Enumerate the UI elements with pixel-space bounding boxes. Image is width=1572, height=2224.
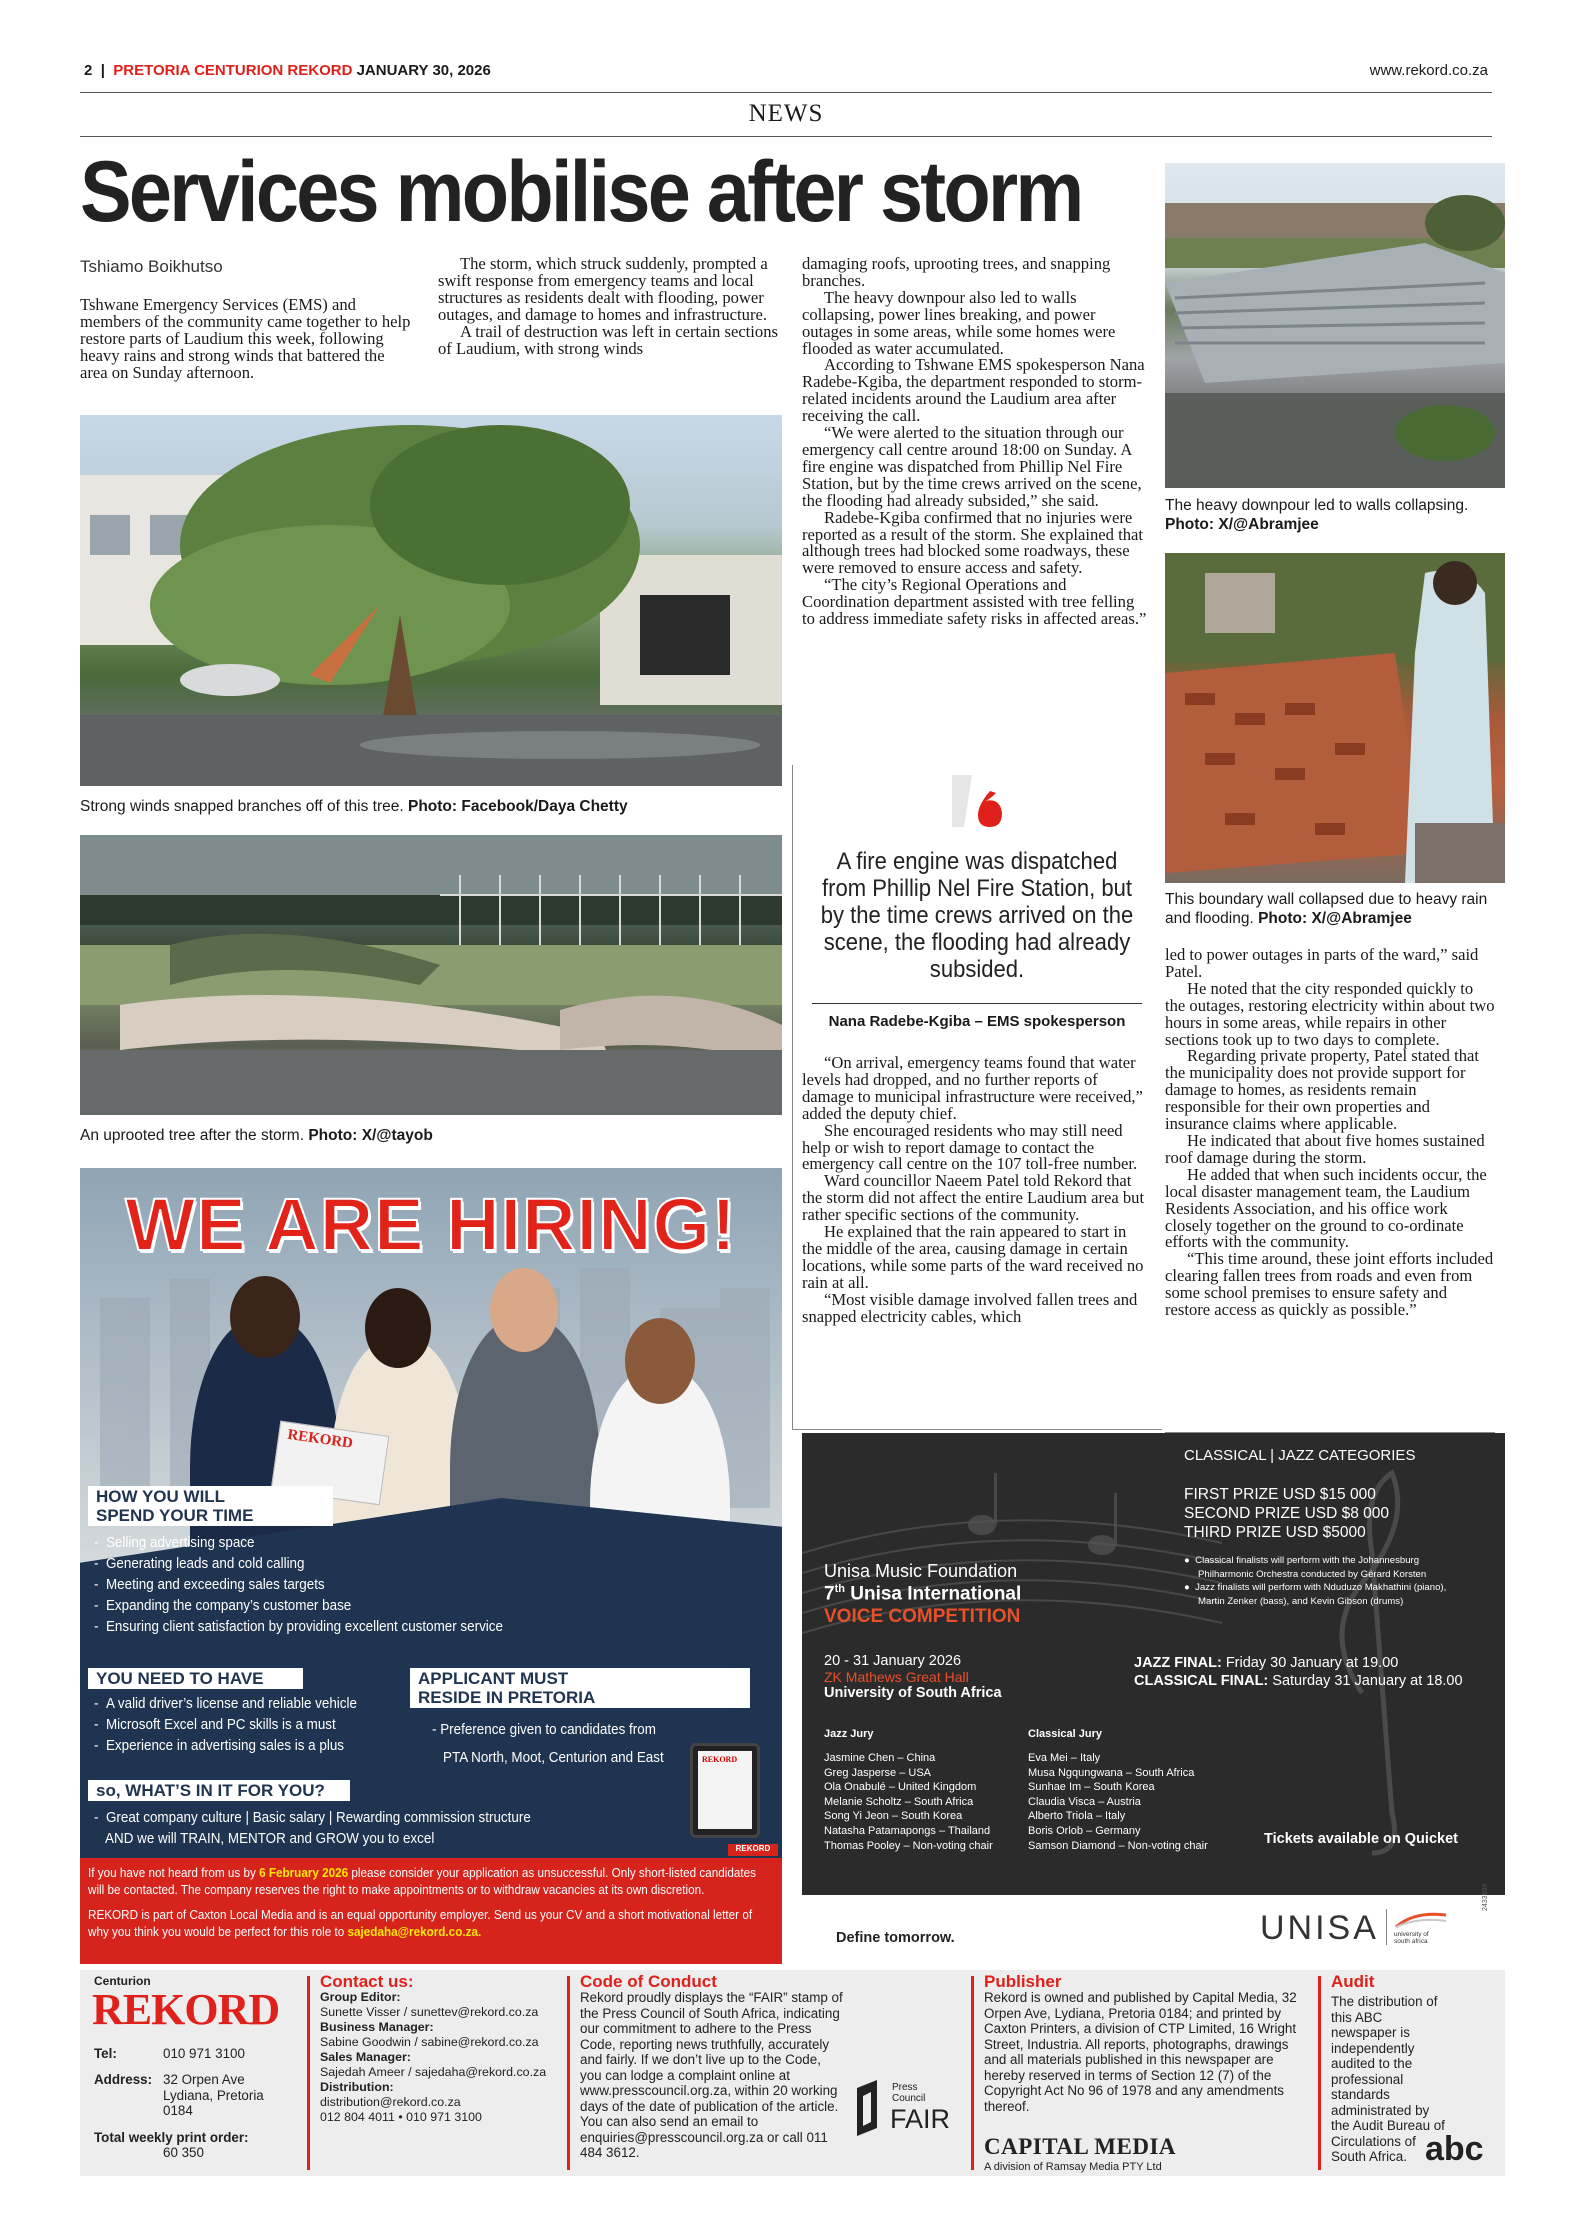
deadline-notice: If you have not heard from us by 6 February 2026 please consider your application as unsuccessful. Only short-listed candidates will be contacted. The company reserves the right to make appointments or to withdraw vacancies at its own discretion. xyxy=(88,1865,757,1897)
footer-divider xyxy=(1318,1976,1321,2170)
contact-title: Contact us: xyxy=(320,1972,414,1991)
list-item: - Experience in advertising sales is a plus xyxy=(94,1738,345,1754)
photo-credit: Photo: X/@tayob xyxy=(308,1127,433,1144)
paragraph: He noted that the city responded quickly to the outages, restoring electricity within about two hours in some areas, while repairs in other sections took up to two days to complete. xyxy=(1165,978,1495,1049)
unisa-advertisement[interactable] xyxy=(802,1433,1505,1963)
photo-collapsed-roof-illustration xyxy=(1165,163,1505,488)
paragraph: The storm, which struck suddenly, prompted a swift response from emergency teams and local structures as residents dealt with flooding, power outages, and damage to homes and infrastructure. xyxy=(438,254,768,324)
need-heading: YOU NEED TO HAVE xyxy=(88,1668,303,1689)
tickets-info[interactable]: Tickets available on Quicket xyxy=(1264,1831,1458,1847)
quote-mark-icon xyxy=(950,771,1008,831)
spend-time-list xyxy=(94,1533,503,1638)
application-instructions: REKORD is part of Caxton Local Media and is an equal opportunity employer. Send us your CV and a short motivational letter of why you think you would be perfect for this role to sajedaha@rekord.co.za. xyxy=(88,1907,753,1939)
finalist-notes: ● Classical finalists will perform with the Johannesburg Philharmonic Orchestra conducted by Gérard Korsten ● Jazz finalists will perform with Nduduzo Makhathini (piano), Martin Zenker (bass), and Kevin Gibson (drums) xyxy=(1184,1555,1447,1607)
paragraph: “This time around, these joint efforts included clearing fallen trees from roads and even from some school premises to ensure safety and restore access as quickly as possible.” xyxy=(1165,1249,1494,1320)
publisher-title: Publisher xyxy=(984,1972,1062,1991)
audit-text: The distribution of this ABC newspaper is independently audited to the professional standards administrated by the Audit Bureau of Circulations of South Africa. xyxy=(1331,1994,1445,2164)
list-item: Boris Orlob – Germany xyxy=(1028,1824,1141,1837)
competition-subtitle: VOICE COMPETITION xyxy=(824,1606,1021,1627)
list-item: - Meeting and exceeding sales targets xyxy=(94,1577,325,1593)
paragraph: “Most visible damage involved fallen trees and snapped electricity cables, which xyxy=(802,1289,1138,1326)
code-text: Rekord proudly displays the “FAIR” stamp of the Press Council of South Africa, indicating our commitment to adhere to the Press Code, reporting news truthfully, accurately and fairly. If we don’t live up to the Code, you can lodge a complaint online at www.presscouncil.org.za, within 20 working days of the date of publication of the article. You can also send an email to enquiries@presscouncil.org.za or call 011 484 3612. xyxy=(580,1990,843,2160)
list-item: Samson Diamond – Non-voting chair xyxy=(1028,1839,1208,1852)
paragraph: Radebe-Kgiba confirmed that no injuries were reported as a result of the storm. She explained that although trees had blocked some roadways, these were removed to ensure access and safety. xyxy=(802,507,1143,578)
footer-divider xyxy=(971,1976,974,2170)
classical-jury-title: Classical Jury xyxy=(1028,1728,1102,1740)
list-item: Eva Mei – Italy xyxy=(1028,1752,1101,1764)
photo-uprooted-tree-illustration xyxy=(80,835,782,1115)
hiring-title: WE ARE HIRING! xyxy=(125,1183,737,1266)
list-item: Thomas Pooley – Non-voting chair xyxy=(824,1839,993,1852)
reside-list xyxy=(432,1716,664,1772)
rekord-logo: REKORD xyxy=(92,1985,280,2034)
issue-date: JANUARY 30, 2026 xyxy=(356,62,491,79)
article-column-2 xyxy=(438,256,784,357)
person-head xyxy=(625,1318,695,1404)
photo-collapsed-wall-illustration xyxy=(1165,553,1505,883)
photo-uprooted-tree xyxy=(80,835,782,1115)
paragraph: According to Tshwane EMS spokesperson Nana Radebe-Kgiba, the department responded to storm-related incidents around the Laudium area after receiving the call. xyxy=(802,355,1145,426)
brand-subtitle: Centurion xyxy=(94,1974,151,1988)
unisa-logo-subtitle: university of south africa xyxy=(1394,1931,1429,1945)
prize-third: THIRD PRIZE USD $5000 xyxy=(1184,1524,1366,1541)
website-link[interactable]: www.rekord.co.za xyxy=(1369,62,1488,79)
list-item: Musa Ngqungwana – South Africa xyxy=(1028,1766,1195,1779)
press-council-icon xyxy=(855,2078,885,2138)
tagline: Define tomorrow. xyxy=(836,1930,955,1946)
group-editor-email[interactable]: Sunette Visser / sunettev@rekord.co.za xyxy=(320,2005,539,2019)
paragraph: Ward councillor Naeem Patel told Rekord that the storm did not affect the entire Laudium area but rather specific sections of the community. xyxy=(802,1171,1145,1225)
list-item: PTA North, Moot, Centurion and East xyxy=(443,1750,664,1766)
spend-time-heading: HOW YOU WILL SPEND YOUR TIME xyxy=(88,1486,333,1526)
unisa-footer-band xyxy=(802,1883,1505,1963)
caption-tree: Strong winds snapped branches off of this tree. Photo: Facebook/Daya Chetty xyxy=(80,798,628,815)
paragraph: Tshwane Emergency Services (EMS) and members of the community came together to help restore parts of Laudium this week, following heavy rains and strong winds that battered the area on Sunday afternoon. xyxy=(80,295,411,382)
capital-media-subtitle: A division of Ramsay Media PTY Ltd xyxy=(984,2161,1162,2173)
list-item: Ola Onabulé – United Kingdom xyxy=(824,1781,977,1794)
photo-broken-tree-illustration xyxy=(80,415,782,786)
footer-divider xyxy=(567,1976,570,2170)
photo-broken-tree xyxy=(80,415,782,786)
photo-collapsed-wall xyxy=(1165,553,1505,883)
list-item: - Expanding the company’s customer base xyxy=(94,1598,352,1614)
section-label: NEWS xyxy=(748,100,824,127)
paragraph: “The city’s Regional Operations and Coordination department assisted with tree felling to address immediate safety risks in affected areas.” xyxy=(802,575,1147,629)
caption-uprooted: An uprooted tree after the storm. Photo: X/@tayob xyxy=(80,1127,433,1144)
masthead-footer: Centurion REKORD Tel: 010 971 3100 Address: 32 Orpen Ave Lydiana, Pretoria 0184 Total weekly print order: 60 350 Contact us: Group Editor: Sunette Visser / sunettev@rekord.co.za Business Manager: Sabine Goodwin / sabine@rekord.co.za Sales Manager: Sajedah Ameer / sajedaha@rekord.co.za Distribution: distribution@rekord.co.za 012 804 4011 • 010 971 3100 Code of Conduct Rekord proudly displays the “FAIR” stamp of the Press Council of South Africa, indicating our commitment to adhere to the Press Code, reporting news truthfully, accurately and fairly. If we don’t live up to the Code, you can lodge a complaint online at www.presscouncil.org.za, within 20 working days of the date of publication of the article. You can also send an email to enquiries@presscouncil.org.za or call 011 484 3612. Press Council FAIR Publisher Rekord is owned and published by Capital Media, 32 Orpen Ave, Lydiana, Pretoria 0184; and printed by Caxton Printers, a division of CTP Limited, 16 Wright Street, Industria. All reports, photographs, drawings and all materials published in this newspaper are hereby reserved in terms of Section 12 (7) of the Copyright Act No 96 of 1978 and any amendments thereof. CAPITAL MEDIA A division of Ramsay Media PTY Ltd Audit The distribution of this ABC newspaper is independently audited to the professional standards administrated by the Audit Bureau of Circulations of South Africa. abc xyxy=(80,1970,1505,2176)
application-email[interactable]: sajedaha@rekord.co.za. xyxy=(347,1924,482,1939)
categories-label: CLASSICAL | JAZZ CATEGORIES xyxy=(1184,1447,1416,1464)
hiring-advertisement[interactable] xyxy=(80,1168,782,1964)
paragraph: led to power outages in parts of the ward,” said Patel. xyxy=(1165,945,1479,981)
list-item: - Preference given to candidates from xyxy=(432,1722,656,1738)
photo-credit: Photo: Facebook/Daya Chetty xyxy=(408,798,628,815)
distribution-phone: 012 804 4011 • 010 971 3100 xyxy=(320,2110,482,2124)
headline: Services mobilise after storm xyxy=(80,144,1082,240)
sales-manager-email[interactable]: Sajedah Ameer / sajedaha@rekord.co.za xyxy=(320,2065,547,2079)
distribution-email[interactable]: distribution@rekord.co.za xyxy=(320,2095,461,2109)
tablet-image: REKORD xyxy=(690,1743,760,1838)
page-header: 2 | PRETORIA CENTURION REKORD JANUARY 30, 2026 xyxy=(84,62,491,79)
prize-second: SECOND PRIZE USD $8 000 xyxy=(1184,1505,1390,1522)
list-item: Alberto Triola – Italy xyxy=(1028,1810,1126,1823)
publisher-text: Rekord is owned and published by Capital Media, 32 Orpen Ave, Lydiana, Pretoria 0184; and printed by Caxton Printers, a division of CTP Limited, 16 Wright Street, Industria. All reports, photographs, drawings and all materials published in this newspaper are hereby reserved in terms of Section 12 (7) of the Copyright Act No 96 of 1978 and any amendments thereof. xyxy=(984,1990,1297,2114)
ad-reference: 2433609 xyxy=(1482,1883,1489,1911)
foundation-name: Unisa Music Foundation xyxy=(824,1561,1018,1581)
paragraph: She encouraged residents who may still need help or wish to report damage to contact the emergency call centre on the 107 toll-free number. xyxy=(802,1120,1138,1174)
prize-first: FIRST PRIZE USD $15 000 xyxy=(1184,1486,1376,1503)
pullquote-rule xyxy=(812,1003,1142,1004)
need-list xyxy=(94,1694,357,1757)
photo-collapsed-roof xyxy=(1165,163,1505,488)
address: Address: xyxy=(94,2072,153,2087)
list-item: Jasmine Chen – China xyxy=(824,1752,936,1764)
list-item: - Microsoft Excel and PC skills is a must xyxy=(94,1717,336,1733)
person-head xyxy=(490,1268,558,1352)
competition-title: 7th Unisa International xyxy=(824,1583,1022,1605)
list-item: Song Yi Jeon – South Korea xyxy=(824,1810,963,1823)
jazz-jury-title: Jazz Jury xyxy=(824,1728,874,1740)
article-column-4 xyxy=(1165,947,1495,1319)
publication-name: PRETORIA CENTURION REKORD xyxy=(113,62,353,79)
paragraph: A trail of destruction was left in certain sections of Laudium, with strong winds xyxy=(438,321,778,358)
footer-divider xyxy=(307,1976,310,2170)
pullquote-attribution: Nana Radebe-Kgiba – EMS spokesperson xyxy=(828,1013,1126,1030)
press-council-label: Press Council xyxy=(892,2082,926,2104)
byline: Tshiamo Boikhutso xyxy=(80,257,223,276)
paragraph: Regarding private property, Patel stated that the municipality does not provide support for damage to homes, as residents remain responsible for their own properties and insurance claims where applicable. xyxy=(1165,1046,1479,1134)
header-rule xyxy=(80,92,1492,93)
unisa-logo: UNISA xyxy=(1260,1909,1379,1947)
business-manager-email[interactable]: Sabine Goodwin / sabine@rekord.co.za xyxy=(320,2035,539,2049)
benefits-list xyxy=(94,1808,531,1850)
person-head xyxy=(365,1288,431,1368)
application-notice xyxy=(80,1858,782,1964)
list-item: Natasha Patamapongs – Thailand xyxy=(824,1824,991,1837)
list-item: Claudia Visca – Austria xyxy=(1028,1795,1141,1808)
telephone: Tel: xyxy=(94,2046,117,2061)
venue: ZK Mathews Great Hall xyxy=(824,1669,969,1685)
caption-roof: The heavy downpour led to walls collapsing. Photo: X/@Abramjee xyxy=(1165,497,1469,533)
university-name: University of South Africa xyxy=(824,1685,1002,1701)
paragraph: The heavy downpour also led to walls collapsing, power lines breaking, and power outages in some areas, while some homes were flooded as water accumulated. xyxy=(802,287,1116,358)
audit-title: Audit xyxy=(1331,1972,1375,1991)
paragraph: damaging roofs, uprooting trees, and snapping branches. xyxy=(802,254,1111,290)
page-number: 2 xyxy=(84,62,93,79)
jazz-final-date: JAZZ FINAL: Friday 30 January at 19.00 xyxy=(1134,1655,1399,1671)
prize-list xyxy=(1184,1485,1389,1542)
capital-media-logo: CAPITAL MEDIA xyxy=(984,2134,1177,2159)
photo-credit: Photo: X/@Abramjee xyxy=(1258,910,1412,927)
list-item: Greg Jasperse – USA xyxy=(824,1766,931,1779)
abc-logo: abc xyxy=(1425,2130,1484,2168)
paragraph: “We were alerted to the situation through our emergency call centre around 18:00 on Sunday. A fire engine was dispatched from Phillip Nel Fire Station, but by the time crews arrived on the scene, the flooding had already subsided,” she said. xyxy=(802,423,1142,510)
newspaper-prop: REKORD xyxy=(271,1421,390,1506)
caption-wall: This boundary wall collapsed due to heavy rain and flooding. Photo: X/@Abramjee xyxy=(1165,891,1488,927)
paragraph: He indicated that about five homes sustained roof damage during the storm. xyxy=(1165,1130,1485,1167)
list-item: - Generating leads and cold calling xyxy=(94,1556,305,1572)
person-head xyxy=(230,1276,300,1358)
rekord-badge: REKORD xyxy=(728,1844,778,1856)
reside-heading: APPLICANT MUST RESIDE IN PRETORIA xyxy=(410,1668,750,1708)
address-lines: 32 Orpen Ave Lydiana, Pretoria 0184 xyxy=(163,2072,264,2118)
list-item: Sunhae Im – South Korea xyxy=(1028,1781,1155,1794)
classical-final-date: CLASSICAL FINAL: Saturday 31 January at 18.00 xyxy=(1134,1673,1463,1689)
contact-list: Group Editor: Sunette Visser / sunettev@rekord.co.za Business Manager: Sabine Goodwin / sabine@rekord.co.za Sales Manager: Sajedah Ameer / sajedaha@rekord.co.za Distribution: distribution@rekord.co.za 012 804 4011 • 010 971 3100 xyxy=(320,1990,547,2124)
paragraph: He added that when such incidents occur, the local disaster management team, the Laudium Residents Association, and his office work closely together on the ground to co-ordinate efforts with the community. xyxy=(1165,1164,1487,1252)
paragraph: He explained that the rain appeared to start in the middle of the area, causing damage in certain locations, while some parts of the ward received no rain at all. xyxy=(802,1222,1144,1292)
fair-stamp: FAIR xyxy=(890,2104,951,2134)
pullquote-text: A fire engine was dispatched from Phillip Nel Fire Station, but by the time crews arrived on the scene, the flooding had already subsided. xyxy=(820,848,1134,983)
code-title: Code of Conduct xyxy=(580,1972,717,1991)
list-item: Melanie Scholtz – South Africa xyxy=(824,1795,974,1808)
benefits-heading: so, WHAT’S IN IT FOR YOU? xyxy=(88,1780,350,1801)
article-column-3 xyxy=(802,256,1148,628)
article-column-1 xyxy=(80,297,416,382)
section-rule xyxy=(80,136,1492,137)
photo-credit: Photo: X/@Abramjee xyxy=(1165,516,1319,533)
list-item: - Great company culture | Basic salary | Rewarding commission structure xyxy=(94,1810,531,1826)
logo-divider xyxy=(1386,1909,1387,1945)
list-item: - A valid driver’s license and reliable vehicle xyxy=(94,1696,357,1712)
jazz-jury-list xyxy=(824,1751,993,1853)
print-order: Total weekly print order: xyxy=(94,2130,249,2145)
list-item: - Ensuring client satisfaction by providing excellent customer service xyxy=(94,1619,503,1635)
competition-dates: 20 - 31 January 2026 xyxy=(824,1653,962,1669)
unisa-crest-icon xyxy=(1394,1909,1448,1929)
list-item: - Selling advertising space xyxy=(94,1535,255,1551)
paragraph: “On arrival, emergency teams found that water levels had dropped, and no further reports of damage to municipal infrastructure were received,” added the deputy chief. xyxy=(802,1053,1143,1123)
list-item: AND we will TRAIN, MENTOR and GROW you to excel xyxy=(105,1831,435,1847)
classical-jury-list xyxy=(1028,1751,1208,1853)
